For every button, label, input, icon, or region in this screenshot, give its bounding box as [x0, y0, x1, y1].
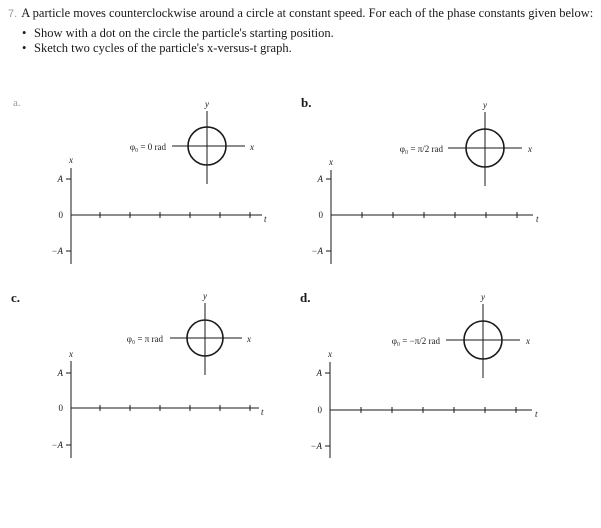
- amp-neg-label: −A: [51, 440, 63, 450]
- phase-label-c: φ₀ = π rad: [126, 334, 163, 344]
- graph-t-label: t: [261, 407, 264, 417]
- graph-x-label: x: [329, 157, 333, 167]
- amp-zero-label: 0: [58, 210, 63, 220]
- part-a-label: a.: [13, 97, 21, 109]
- graph-t-label: t: [535, 409, 538, 419]
- amp-pos-label: A: [57, 368, 63, 378]
- instruction-item: • Sketch two cycles of the particle's x-versus-t graph.: [8, 41, 596, 56]
- part-b-label: b.: [301, 95, 312, 110]
- graph-x-label: x: [328, 349, 332, 359]
- amp-pos-label: A: [57, 174, 63, 184]
- phase-label-b: φ₀ = π/2 rad: [399, 144, 443, 154]
- circle-y-label: y: [483, 100, 487, 110]
- instruction-item: • Show with a dot on the circle the particle's starting position.: [8, 26, 596, 41]
- circle-y-label: y: [205, 99, 209, 109]
- graph-x-label: x: [69, 155, 73, 165]
- circle-x-label: x: [247, 334, 251, 344]
- circle-x-label: x: [526, 336, 530, 346]
- part-c-label: c.: [11, 290, 21, 305]
- reference-circle-d[interactable]: [446, 304, 520, 378]
- amp-zero-label: 0: [318, 210, 323, 220]
- graph-t-label: t: [536, 214, 539, 224]
- amp-neg-label: −A: [310, 441, 322, 451]
- xt-graph-d[interactable]: [325, 362, 532, 458]
- graph-t-label: t: [264, 214, 267, 224]
- circle-y-label: y: [481, 292, 485, 302]
- circle-x-label: x: [250, 142, 254, 152]
- problem-prompt-text: A particle moves counterclockwise around a circle at constant speed. For each of the phase constants given below:: [21, 6, 594, 20]
- amp-pos-label: A: [316, 368, 322, 378]
- part-d-label: d.: [300, 290, 311, 305]
- phase-label-a: φ₀ = 0 rad: [129, 142, 166, 152]
- circle-y-label: y: [203, 291, 207, 301]
- graph-x-label: x: [69, 349, 73, 359]
- amp-pos-label: A: [317, 174, 323, 184]
- phase-label-d: φ₀ = −π/2 rad: [391, 336, 440, 346]
- amp-zero-label: 0: [58, 403, 63, 413]
- problem-number: 7.: [8, 8, 18, 20]
- amp-zero-label: 0: [317, 405, 322, 415]
- circle-x-label: x: [528, 144, 532, 154]
- amp-neg-label: −A: [51, 246, 63, 256]
- amp-neg-label: −A: [311, 246, 323, 256]
